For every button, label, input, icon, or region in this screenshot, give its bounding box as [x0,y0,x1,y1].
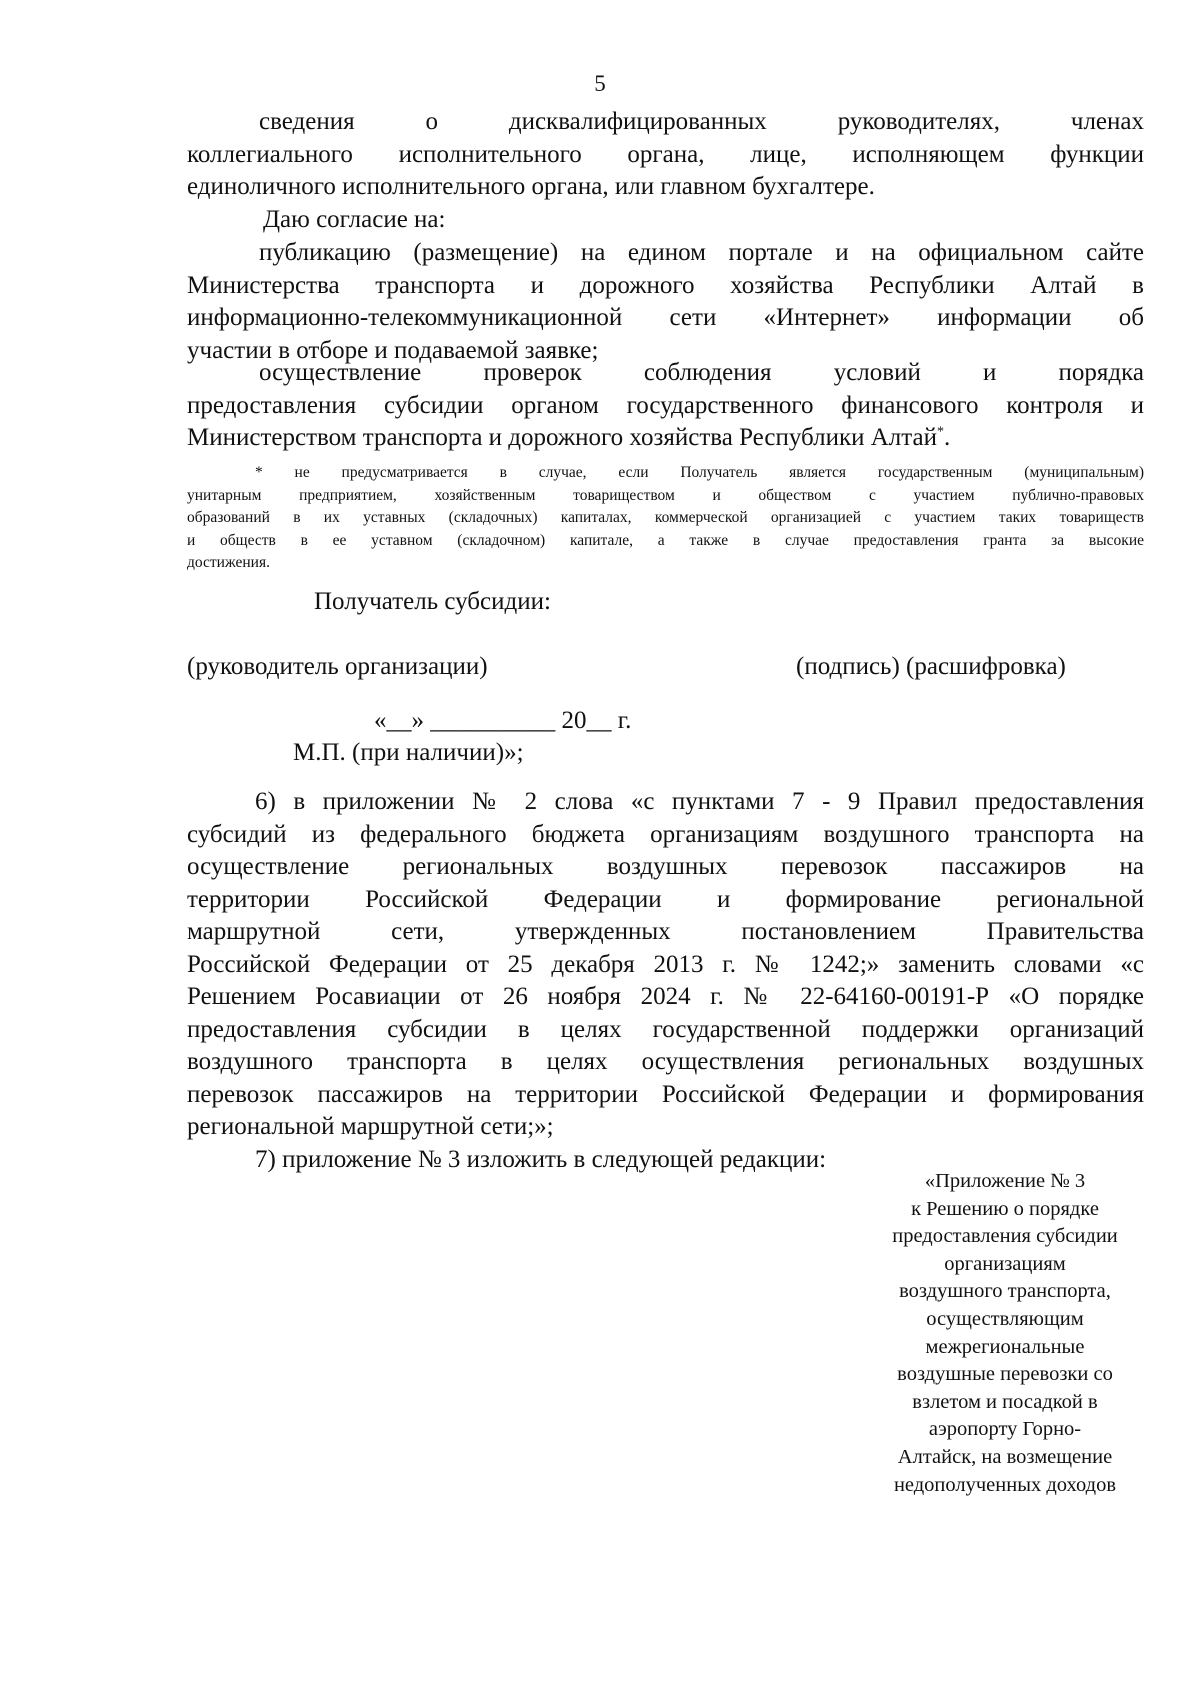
consent-heading [187,204,1144,237]
text-line: предоставления субсидии в целях государственной поддержки организаций [187,1015,1144,1043]
paragraph-disqualified [187,106,1144,204]
footnote [187,462,1144,575]
text-line: осуществление региональных воздушных перевозок пассажиров на [187,853,1144,880]
footnote-line: и обществ в ее уставном (складочном) капитале, а также в случае предоставления гранта за высокие [187,531,1144,549]
text-line: единоличного исполнительного органа, или главном бухгалтере. [187,173,875,200]
paragraph-checks [187,357,1144,455]
footnote-line: * не предусматривается в случае, если Получатель является государственным (муниципальным) [255,464,1144,481]
footnote-marker: * [936,424,944,440]
text-line: перевозок пассажиров на территории Российской Федерации и формирования [187,1080,1144,1108]
text-span: Министерством транспорта и дорожного хозяйства Республики Алтай [187,424,937,451]
text-line: маршрутной сети, утвержденных постановлением Правительства [187,918,1144,945]
footnote-line: образований в их уставных (складочных) капиталах, коммерческой организацией с участием таких товариществ [187,509,1144,526]
text-line: воздушного транспорта в целях осуществления региональных воздушных [187,1048,1144,1075]
annex-line: предоставления субсидии [892,1225,1118,1248]
text-line: публикацию (размещение) на едином портале и на официальном сайте [259,239,1144,266]
annex-line: недополученных доходов [893,1473,1117,1496]
text-line: Министерства транспорта и дорожного хозяйства Республики Алтай в [187,271,1144,299]
annex-line: межрегиональные [925,1335,1085,1358]
text-line: субсидий из федерального бюджета организациям воздушного транспорта на [187,820,1144,848]
text-line: Даю согласие на: [263,206,446,233]
annex-header [850,1168,1160,1499]
text-line: сведения о дисквалифицированных руководителях, членах [259,108,1144,135]
text-line: коллегиального исполнительного органа, лице, исполняющем функции [187,140,1144,168]
sign-label: (подпись) (расшифровка) [796,653,1066,680]
paragraph-publication [187,237,1144,367]
footnote-line: достижения. [187,554,270,571]
page-number: 5 [594,71,606,96]
text-line: 7) приложение № 3 изложить в следующей редакции: [255,1146,827,1173]
annex-line: воздушные перевозки со [897,1363,1113,1386]
annex-line: осуществляющим [926,1307,1084,1330]
annex-line: аэропорту Горно- [928,1418,1082,1441]
text-line: региональной маршрутной сети;»; [187,1113,554,1140]
annex-line: организациям [944,1252,1066,1275]
text-line: участии в отборе и подаваемой заявке; [187,336,599,364]
text-line: Решением Росавиации от 26 ноября 2024 г. № 22-64160-00191-Р «О порядке [187,983,1144,1010]
recipient-label: Получатель субсидии: [314,588,551,615]
text-line: Российской Федерации от 25 декабря 2013 г. № 1242;» заменить словами «с [187,950,1144,978]
text-line: территории Российской Федерации и формирование региональной [187,885,1144,913]
text-line: предоставления субсидии органом государственного финансового контроля и [187,391,1144,419]
footnote-line: унитарным предприятием, хозяйственным товариществом и обществом с участием публично-правовых [187,486,1144,504]
annex-line: Алтайск, на возмещение [897,1445,1113,1468]
text-line: 6) в приложении № 2 слова «с пунктами 7 - 9 Правил предоставления [255,788,1144,815]
paragraph-item-6 [187,786,1144,1144]
annex-line: к Решению о порядке [911,1197,1099,1220]
date-line: «__» __________ 20__ г. [374,707,632,734]
annex-line: взлетом и посадкой в [912,1390,1098,1413]
annex-line: «Приложение № 3 [924,1170,1086,1192]
stamp-label: М.П. (при наличии)»; [293,739,524,766]
text-line: информационно-телекоммуникационной сети «Интернет» информации об [187,304,1144,331]
text-line: Министерством транспорта и дорожного хозяйства Республики Алтай*. [187,424,951,451]
text-line: осуществление проверок соблюдения условий и порядка [259,359,1144,386]
head-label: (руководитель организации) [187,653,488,680]
annex-line: воздушного транспорта, [899,1280,1111,1303]
